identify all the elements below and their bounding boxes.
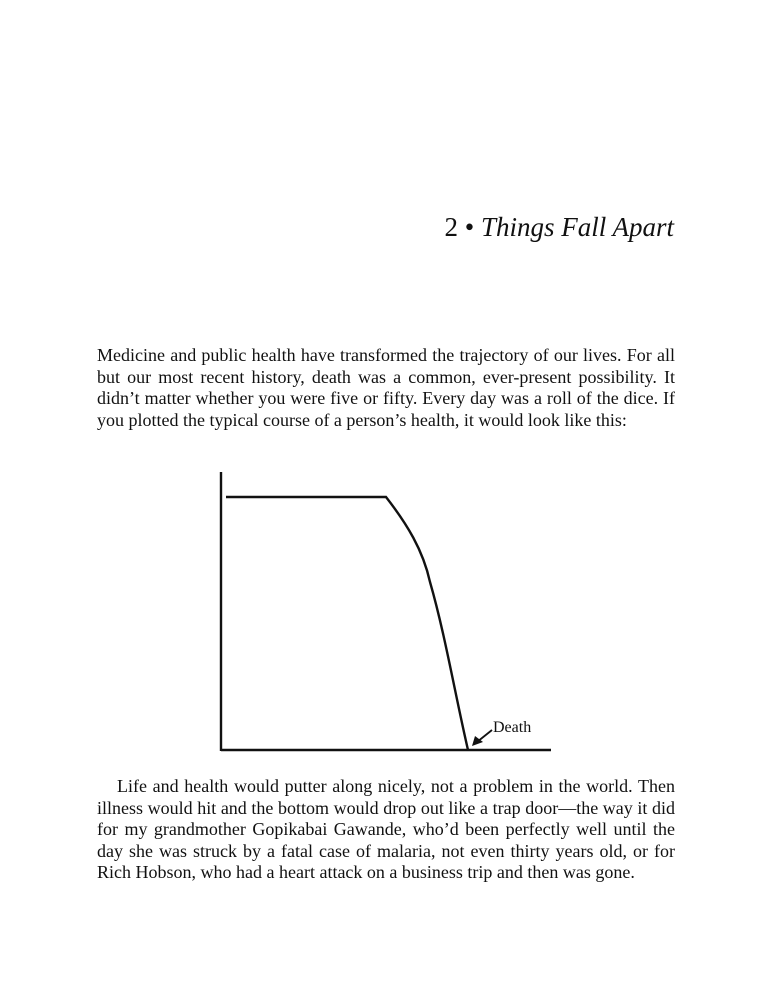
chapter-separator: • [464,212,475,242]
chapter-heading [445,210,675,244]
chapter-title: Things Fall Apart [480,212,674,242]
paragraph-continuation: Life and health would putter along nicely, not a problem in the world. Then illness would hit and the bottom would drop out like a trap door—the way it did for my grandmother Gopikabai Gawande, who’d been perfectly well until the day she was struck by a fatal case of malaria, not even thirty years old, or for Rich Hobson, who had a heart attack on a business trip and then was gone. [97,776,675,883]
death-label: Death [493,719,532,736]
chapter-number: 2 [444,212,458,242]
health-trajectory-figure [205,466,565,762]
health-curve [226,497,468,750]
paragraph-intro: Medicine and public health have transformed the trajectory of our lives. For all but our most recent history, death was a common, ever-present possibility. It didn’t matter whether you were five or fifty. Every day was a roll of the dice. If you plotted the typical course of a person’s health, it would look like this: [97,345,675,430]
